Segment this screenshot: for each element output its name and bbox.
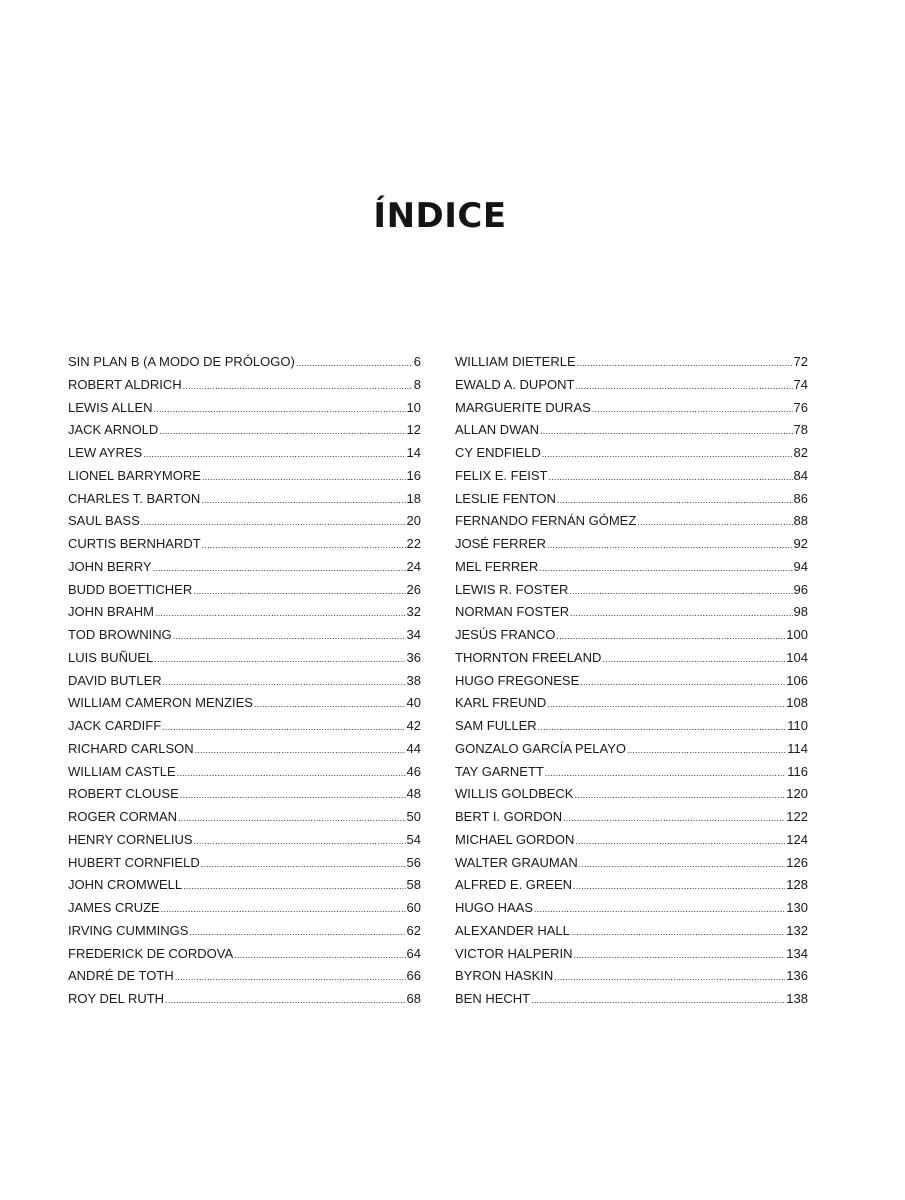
toc-dot-leader xyxy=(143,449,405,459)
toc-entry-page: 78 xyxy=(793,422,808,438)
toc-entry-page: 130 xyxy=(786,900,808,915)
toc-entry-page: 134 xyxy=(786,945,808,961)
toc-entry xyxy=(455,468,808,491)
toc-dot-leader xyxy=(545,768,786,778)
toc-entry-name: ALLAN DWAN xyxy=(455,422,540,438)
toc-dot-leader xyxy=(574,950,786,960)
toc-entry-page: 96 xyxy=(793,581,808,597)
toc-entry-page: 128 xyxy=(786,877,808,893)
toc-entry-page: 82 xyxy=(793,445,808,460)
toc-dot-leader xyxy=(234,950,405,960)
toc-entry-page: 36 xyxy=(406,649,421,665)
toc-entry-page: 66 xyxy=(406,968,421,984)
toc-entry xyxy=(455,559,808,582)
toc-entry-name: VICTOR HALPERIN xyxy=(455,945,573,961)
toc-dot-leader xyxy=(575,381,792,391)
toc-entry-name: FERNANDO FERNÁN GÓMEZ xyxy=(455,513,637,529)
toc-entry-page: 120 xyxy=(786,786,808,802)
toc-dot-leader xyxy=(177,768,406,778)
toc-entry-page: 116 xyxy=(787,763,808,779)
toc-entry xyxy=(455,718,808,741)
toc-entry xyxy=(455,513,808,536)
toc-entry-name: MICHAEL GORDON xyxy=(455,831,575,847)
toc-entry-page: 64 xyxy=(406,945,421,961)
toc-entry-name: HENRY CORNELIUS xyxy=(68,831,193,847)
toc-dot-leader xyxy=(542,449,793,459)
toc-dot-leader xyxy=(173,631,406,641)
toc-entry xyxy=(455,354,808,377)
toc-entry-page: 110 xyxy=(787,718,808,733)
toc-entry xyxy=(455,923,808,946)
toc-entry-name: LIONEL BARRYMORE xyxy=(68,467,201,483)
toc-entry xyxy=(455,809,808,832)
toc-entry-name: EWALD A. DUPONT xyxy=(455,376,575,392)
toc-dot-leader xyxy=(195,745,406,755)
toc-dot-leader xyxy=(563,813,785,823)
toc-entry-name: LUIS BUÑUEL xyxy=(68,649,154,665)
toc-entry xyxy=(455,855,808,878)
page-title: ÍNDICE xyxy=(373,196,507,236)
toc-entry-page: 58 xyxy=(406,877,421,893)
toc-dot-leader xyxy=(547,699,785,709)
toc-dot-leader xyxy=(202,472,406,482)
toc-entry-name: KARL FREUND xyxy=(455,695,547,711)
toc-entry-page: 26 xyxy=(406,581,421,597)
toc-entry xyxy=(68,400,421,423)
toc-entry-name: ANDRÉ DE TOTH xyxy=(68,968,174,984)
toc-entry-page: 32 xyxy=(406,604,421,620)
toc-dot-leader xyxy=(547,540,793,550)
toc-entry-name: ROGER CORMAN xyxy=(68,809,178,824)
toc-dot-leader xyxy=(575,836,785,846)
toc-entry-name: JOHN CROMWELL xyxy=(68,877,183,893)
toc-entry-name: BERT I. GORDON xyxy=(455,809,563,824)
toc-entry xyxy=(68,650,421,673)
toc-entry xyxy=(68,764,421,787)
toc-entry xyxy=(68,536,421,559)
toc-dot-leader xyxy=(201,495,405,505)
toc-entry xyxy=(68,786,421,809)
toc-entry xyxy=(455,445,808,468)
toc-entry-name: JACK CARDIFF xyxy=(68,718,162,733)
toc-entry-page: 126 xyxy=(786,854,808,870)
toc-entry-name: WILLIS GOLDBECK xyxy=(455,786,574,802)
toc-dot-leader xyxy=(159,426,405,436)
toc-dot-leader xyxy=(153,563,406,573)
toc-dot-leader xyxy=(539,563,792,573)
toc-entry xyxy=(455,968,808,991)
toc-dot-leader xyxy=(183,881,405,891)
toc-entry-page: 76 xyxy=(793,399,808,415)
toc-entry-name: RICHARD CARLSON xyxy=(68,740,194,756)
toc-entry xyxy=(68,354,421,377)
toc-entry xyxy=(455,877,808,900)
toc-entry-name: WILLIAM CAMERON MENZIES xyxy=(68,695,253,711)
toc-entry-page: 62 xyxy=(406,922,421,938)
toc-dot-leader xyxy=(556,631,785,641)
toc-dot-leader xyxy=(554,972,785,982)
toc-entry-page: 98 xyxy=(793,604,808,620)
toc-entry xyxy=(68,809,421,832)
toc-entry xyxy=(455,946,808,969)
toc-entry-name: WILLIAM CASTLE xyxy=(68,763,176,779)
toc-dot-leader xyxy=(557,495,793,505)
toc-entry-name: WALTER GRAUMAN xyxy=(455,854,578,870)
toc-entry xyxy=(68,513,421,536)
toc-dot-leader xyxy=(193,586,405,596)
toc-entry-page: 24 xyxy=(406,558,421,574)
toc-entry-page: 34 xyxy=(406,627,421,642)
toc-entry-page: 132 xyxy=(786,922,808,938)
toc-entry xyxy=(455,741,808,764)
toc-entry-name: BUDD BOETTICHER xyxy=(68,581,193,597)
toc-dot-leader xyxy=(163,677,406,687)
toc-entry-page: 16 xyxy=(406,467,421,483)
toc-entry xyxy=(68,377,421,400)
toc-entry-page: 54 xyxy=(406,831,421,847)
toc-dot-leader xyxy=(577,358,793,368)
toc-entry xyxy=(455,832,808,855)
toc-entry-name: BEN HECHT xyxy=(455,991,531,1006)
toc-entry-name: DAVID BUTLER xyxy=(68,672,162,688)
toc-entry xyxy=(455,491,808,514)
toc-entry-name: NORMAN FOSTER xyxy=(455,604,570,620)
toc-dot-leader xyxy=(161,904,406,914)
toc-entry xyxy=(68,877,421,900)
toc-entry xyxy=(68,968,421,991)
toc-entry-name: LESLIE FENTON xyxy=(455,490,556,506)
toc-dot-leader xyxy=(154,404,406,414)
toc-dot-leader xyxy=(602,654,785,664)
toc-dot-leader xyxy=(165,995,405,1005)
toc-entry-page: 14 xyxy=(406,445,421,460)
toc-dot-leader xyxy=(155,608,406,618)
toc-entry-name: ROBERT ALDRICH xyxy=(68,376,182,392)
toc-entry-name: SIN PLAN B (A MODO DE PRÓLOGO) xyxy=(68,354,295,369)
toc-dot-leader xyxy=(637,517,792,527)
toc-entry-page: 106 xyxy=(786,672,808,688)
toc-dot-leader xyxy=(189,927,405,937)
toc-dot-leader xyxy=(183,381,413,391)
toc-entry-page: 108 xyxy=(786,695,808,711)
toc-entry-name: JESÚS FRANCO xyxy=(455,627,556,642)
toc-entry-page: 88 xyxy=(793,513,808,529)
toc-dot-leader xyxy=(254,699,406,709)
toc-entry xyxy=(455,695,808,718)
toc-entry-name: WILLIAM DIETERLE xyxy=(455,354,576,369)
toc-dot-leader xyxy=(531,995,785,1005)
toc-dot-leader xyxy=(573,881,785,891)
toc-entry-page: 38 xyxy=(406,672,421,688)
toc-entry-name: LEWIS ALLEN xyxy=(68,399,153,415)
toc-dot-leader xyxy=(202,540,406,550)
toc-entry-page: 42 xyxy=(406,718,421,733)
toc-dot-leader xyxy=(201,859,406,869)
toc-entry-name: GONZALO GARCÍA PELAYO xyxy=(455,740,626,756)
toc-entry-name: MEL FERRER xyxy=(455,558,539,574)
toc-entry-name: JOHN BERRY xyxy=(68,558,152,574)
toc-entry-page: 114 xyxy=(787,740,808,756)
toc-entry xyxy=(455,582,808,605)
toc-entry xyxy=(68,946,421,969)
toc-entry xyxy=(68,855,421,878)
toc-entry xyxy=(68,695,421,718)
toc-entry-page: 104 xyxy=(786,649,808,665)
toc-entry-page: 74 xyxy=(793,376,808,392)
toc-entry-page: 48 xyxy=(406,786,421,802)
toc-dot-leader xyxy=(627,745,786,755)
toc-entry-page: 100 xyxy=(786,627,808,642)
toc-entry-page: 94 xyxy=(793,558,808,574)
toc-entry xyxy=(68,673,421,696)
toc-right-column xyxy=(455,354,808,1014)
toc-entry-name: JACK ARNOLD xyxy=(68,422,159,438)
toc-dot-leader xyxy=(538,722,787,732)
toc-entry-page: 86 xyxy=(793,490,808,506)
toc-entry xyxy=(455,422,808,445)
toc-entry-page: 10 xyxy=(406,399,421,415)
toc-entry xyxy=(455,991,808,1014)
toc-entry xyxy=(68,741,421,764)
toc-entry-name: LEW AYRES xyxy=(68,445,143,460)
toc-entry-page: 20 xyxy=(406,513,421,529)
toc-dot-leader xyxy=(194,836,406,846)
toc-entry-page: 124 xyxy=(786,831,808,847)
toc-dot-leader xyxy=(180,790,406,800)
toc-entry xyxy=(68,582,421,605)
toc-entry-name: FREDERICK DE CORDOVA xyxy=(68,945,234,961)
toc-dot-leader xyxy=(569,586,792,596)
toc-dot-leader xyxy=(580,677,785,687)
toc-entry-name: JAMES CRUZE xyxy=(68,900,160,915)
toc-entry-page: 6 xyxy=(413,354,421,369)
toc-entry-page: 72 xyxy=(793,354,808,369)
toc-entry-page: 44 xyxy=(406,740,421,756)
toc-dot-leader xyxy=(592,404,793,414)
toc-dot-leader xyxy=(141,517,406,527)
toc-dot-leader xyxy=(574,790,785,800)
toc-entry-name: SAM FULLER xyxy=(455,718,537,733)
toc-entry-name: LEWIS R. FOSTER xyxy=(455,581,569,597)
toc-entry-name: IRVING CUMMINGS xyxy=(68,922,189,938)
toc-entry-page: 122 xyxy=(786,809,808,824)
toc-entry-name: ALFRED E. GREEN xyxy=(455,877,573,893)
toc-entry xyxy=(68,832,421,855)
toc-entry-page: 22 xyxy=(406,536,421,551)
toc-dot-leader xyxy=(178,813,405,823)
toc-entry xyxy=(455,377,808,400)
toc-entry-name: JOHN BRAHM xyxy=(68,604,154,620)
toc-entry-name: HUGO FREGONESE xyxy=(455,672,580,688)
toc-entry xyxy=(455,900,808,923)
toc-entry xyxy=(455,764,808,787)
toc-dot-leader xyxy=(534,904,785,914)
toc-entry xyxy=(68,923,421,946)
toc-entry xyxy=(68,991,421,1014)
toc-entry xyxy=(455,627,808,650)
toc-entry-name: JOSÉ FERRER xyxy=(455,536,547,551)
toc-entry xyxy=(68,491,421,514)
toc-entry xyxy=(455,786,808,809)
toc-entry-name: SAUL BASS xyxy=(68,513,140,529)
toc-entry-name: FELIX E. FEIST xyxy=(455,467,548,483)
toc-entry-name: CURTIS BERNHARDT xyxy=(68,536,201,551)
toc-entry-name: TAY GARNETT xyxy=(455,763,544,779)
toc-entry-name: HUGO HAAS xyxy=(455,900,534,915)
toc-entry-page: 50 xyxy=(406,809,421,824)
toc-entry-name: CY ENDFIELD xyxy=(455,445,541,460)
toc-dot-leader xyxy=(162,722,405,732)
toc-dot-leader xyxy=(175,972,406,982)
toc-entry xyxy=(68,718,421,741)
toc-entry-name: TOD BROWNING xyxy=(68,627,172,642)
toc-dot-leader xyxy=(296,358,413,368)
toc-entry xyxy=(68,604,421,627)
toc-entry-page: 68 xyxy=(406,991,421,1006)
toc-dot-leader xyxy=(571,927,785,937)
toc-dot-leader xyxy=(579,859,786,869)
toc-entry xyxy=(68,422,421,445)
toc-dot-leader xyxy=(540,426,792,436)
toc-entry-name: ROY DEL RUTH xyxy=(68,991,165,1006)
toc-entry-name: BYRON HASKIN xyxy=(455,968,554,984)
toc-entry xyxy=(455,650,808,673)
toc-left-column xyxy=(68,354,421,1014)
toc-entry xyxy=(455,400,808,423)
toc-entry-page: 12 xyxy=(406,422,421,438)
toc-entry-page: 18 xyxy=(406,490,421,506)
toc-entry-name: CHARLES T. BARTON xyxy=(68,490,201,506)
toc-entry-page: 138 xyxy=(786,991,808,1006)
toc-entry xyxy=(68,468,421,491)
toc-dot-leader xyxy=(154,654,405,664)
toc-entry xyxy=(68,445,421,468)
toc-entry xyxy=(68,627,421,650)
toc-entry-page: 8 xyxy=(413,376,421,392)
toc-entry-page: 56 xyxy=(406,854,421,870)
toc-entry-page: 46 xyxy=(406,763,421,779)
toc-dot-leader xyxy=(570,608,792,618)
toc-entry xyxy=(68,900,421,923)
toc-entry-page: 84 xyxy=(793,467,808,483)
toc-entry xyxy=(455,536,808,559)
toc-entry xyxy=(455,673,808,696)
toc-entry-name: ALEXANDER HALL xyxy=(455,922,570,938)
toc-entry-page: 92 xyxy=(793,536,808,551)
toc-entry xyxy=(455,604,808,627)
toc-entry-page: 136 xyxy=(786,968,808,984)
toc-dot-leader xyxy=(548,472,792,482)
toc-entry-page: 60 xyxy=(406,900,421,915)
toc-entry-name: THORNTON FREELAND xyxy=(455,649,602,665)
toc-entry xyxy=(68,559,421,582)
toc-entry-name: ROBERT CLOUSE xyxy=(68,786,179,802)
toc-entry-name: HUBERT CORNFIELD xyxy=(68,854,200,870)
toc-entry-name: MARGUERITE DURAS xyxy=(455,399,591,415)
toc-entry-page: 40 xyxy=(406,695,421,711)
